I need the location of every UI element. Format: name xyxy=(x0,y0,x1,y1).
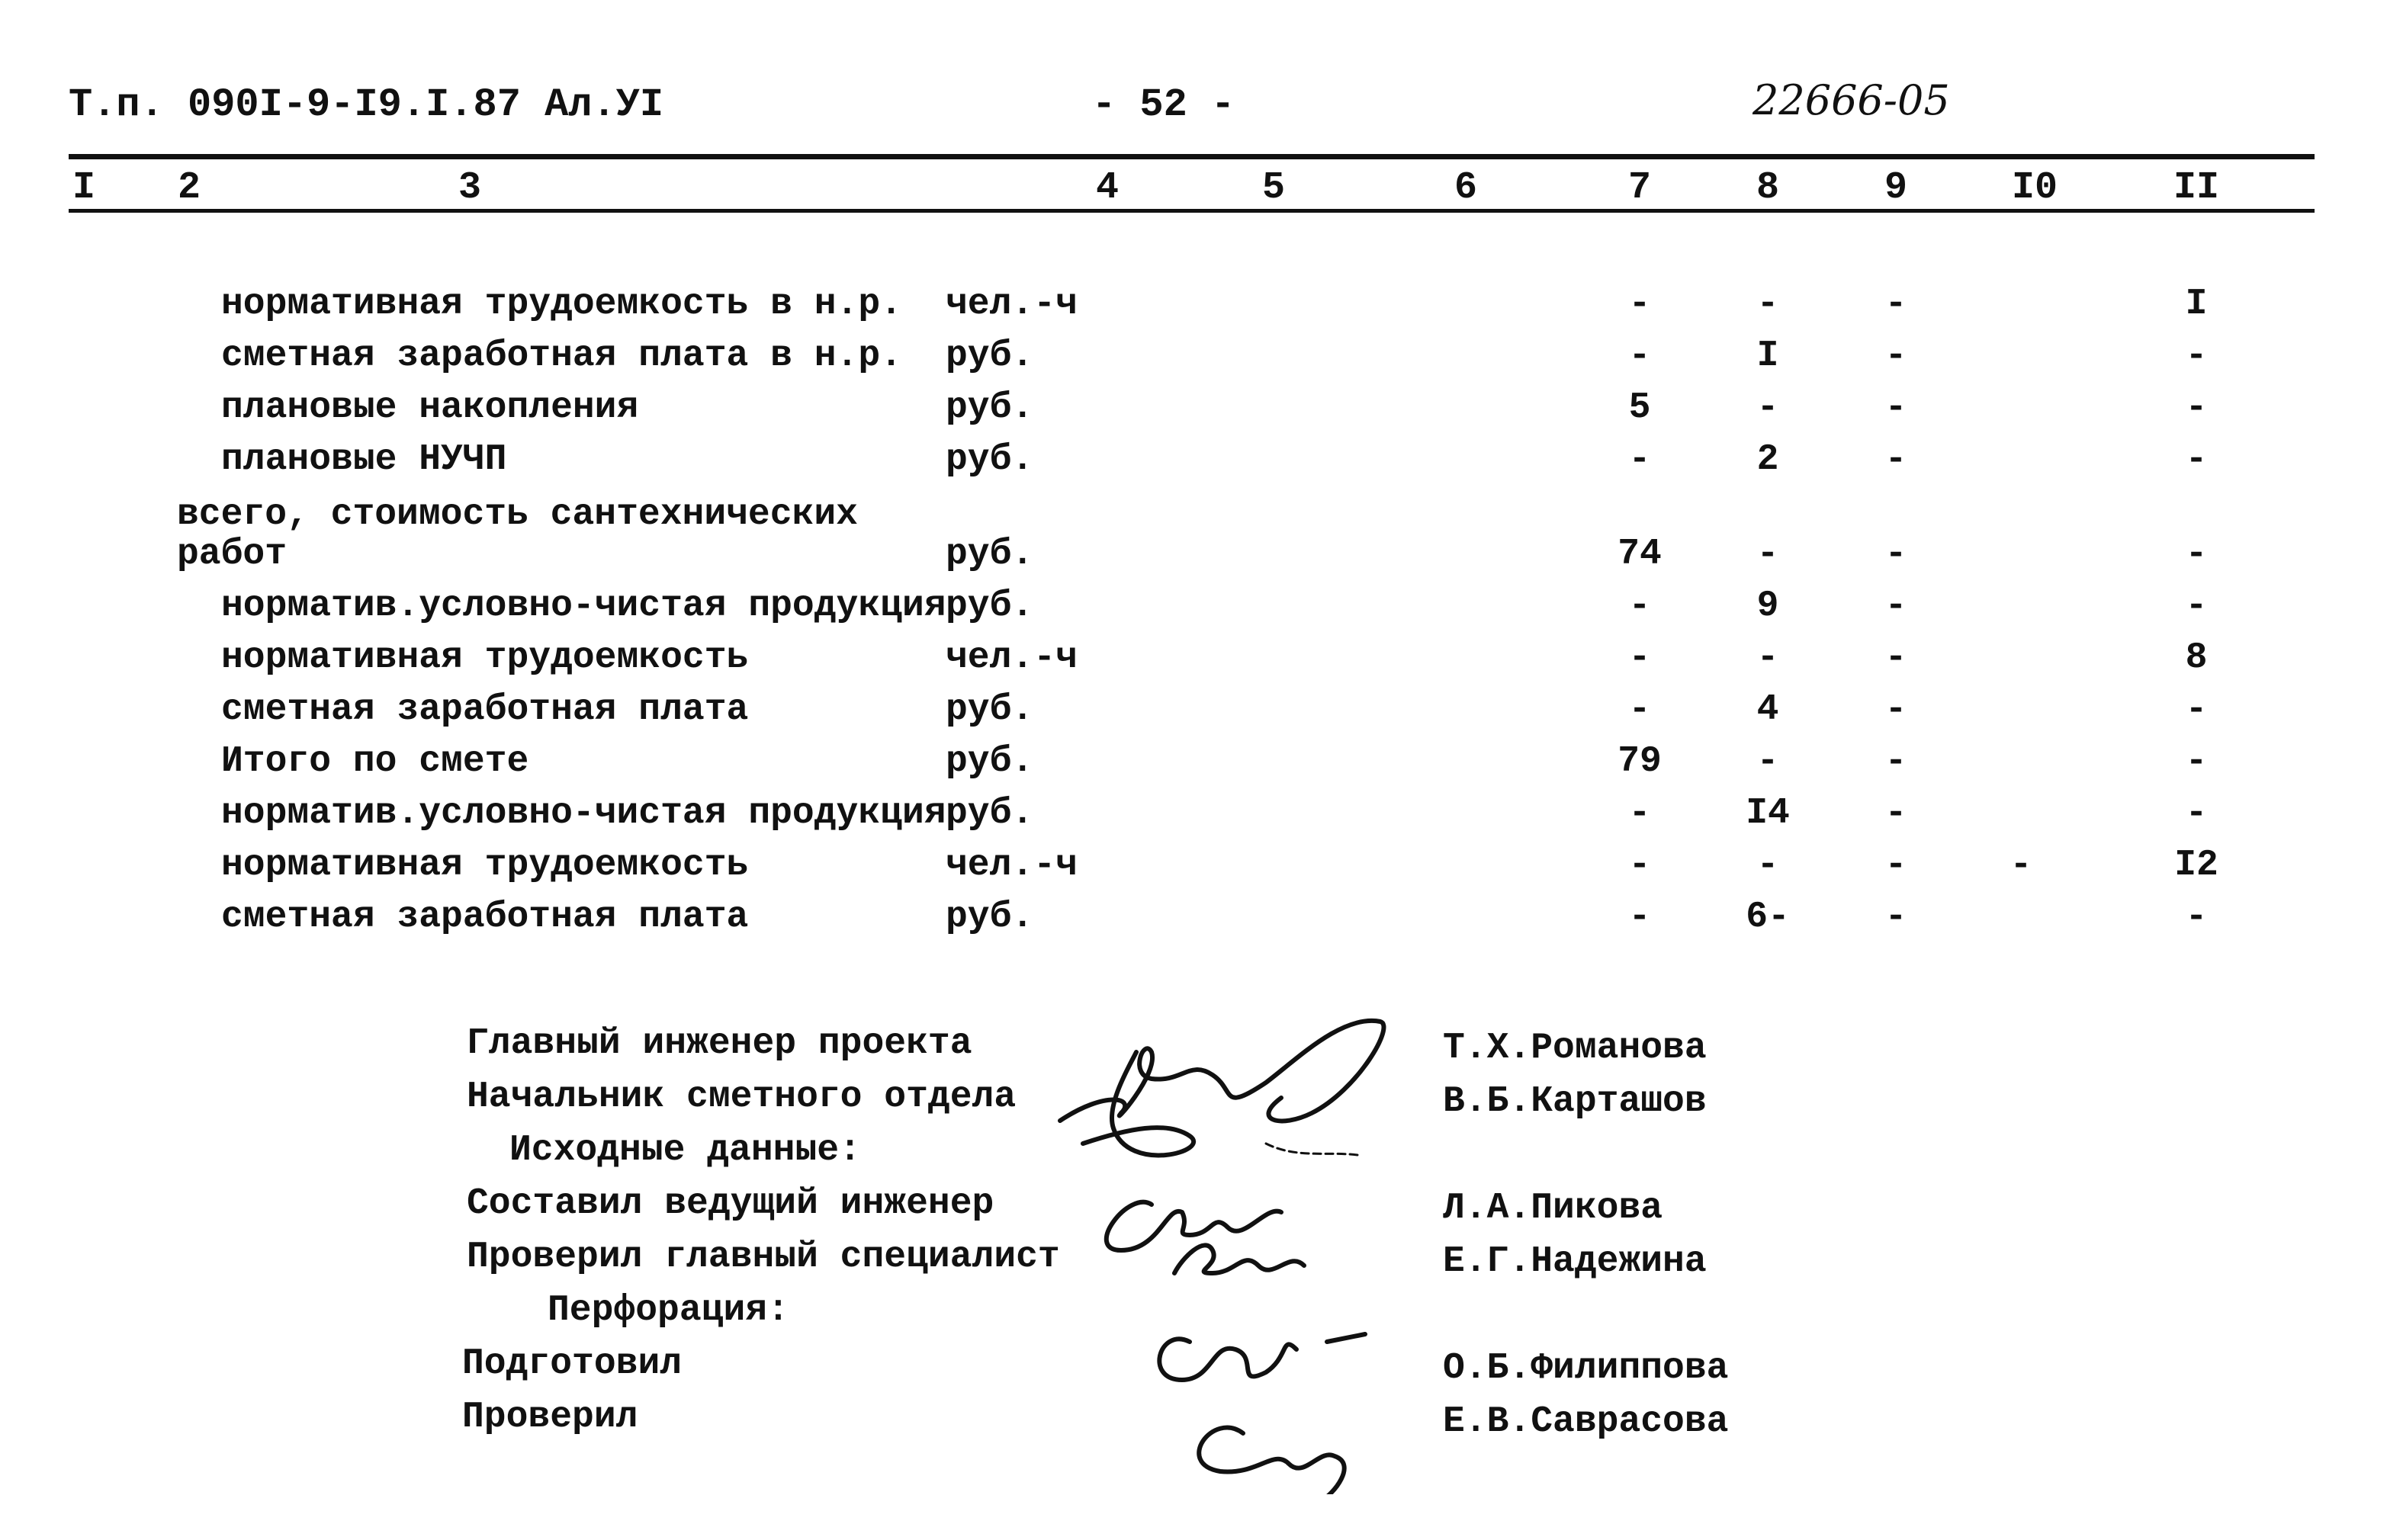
table-row xyxy=(0,637,2387,689)
cell-col9: - xyxy=(1884,387,1907,428)
cell-col8: - xyxy=(1756,637,1779,679)
row-unit: чел.-ч xyxy=(946,637,1078,679)
cell-col9: - xyxy=(1884,845,1907,886)
row-description: сметная заработная плата xyxy=(221,689,749,730)
cell-col9: - xyxy=(1884,284,1907,325)
table-row xyxy=(0,586,2387,637)
cell-col9: - xyxy=(1884,689,1907,730)
signature-romanova xyxy=(1060,1021,1383,1121)
cell-col7: 5 xyxy=(1628,387,1651,428)
row-description: Итого по смете xyxy=(221,741,529,782)
column-number-11: II xyxy=(2173,166,2220,210)
name-kartashov: В.Б.Карташов xyxy=(1443,1081,1707,1122)
cell-col7: - xyxy=(1628,897,1651,938)
cell-col7: - xyxy=(1628,689,1651,730)
row-description: плановые НУЧП xyxy=(221,439,507,480)
cell-col7: 79 xyxy=(1618,741,1662,782)
role-checked-by-specialist: Проверил главный специалист xyxy=(467,1237,1060,1278)
cell-col7: - xyxy=(1628,845,1651,886)
name-pikova: Л.А.Пикова xyxy=(1443,1188,1663,1229)
section-source-data: Исходные данные: xyxy=(509,1130,861,1171)
cell-col8: 4 xyxy=(1756,689,1779,730)
row-description: сметная заработная плата xyxy=(221,897,749,938)
column-number-8: 8 xyxy=(1756,166,1780,210)
column-number-10: I0 xyxy=(2011,166,2058,210)
cell-col10: - xyxy=(2010,845,2032,886)
doc-code: Т.п. 090I-9-I9.I.87 Ал.УI xyxy=(69,82,664,127)
row-description: всего, стоимость сантехнических xyxy=(177,494,858,535)
cell-col11: - xyxy=(2185,897,2208,938)
cell-col9: - xyxy=(1884,741,1907,782)
cell-col7: - xyxy=(1628,439,1651,480)
column-number-6: 6 xyxy=(1454,166,1478,210)
document-number: 22666-05 xyxy=(1753,76,1950,124)
signature-nadezhina xyxy=(1174,1245,1304,1273)
cell-col8: 9 xyxy=(1756,586,1779,627)
table-row xyxy=(0,335,2387,387)
table-row xyxy=(0,689,2387,741)
cell-col8: - xyxy=(1756,534,1779,575)
cell-col11: I2 xyxy=(2174,845,2218,886)
signature-pikova xyxy=(1107,1202,1281,1250)
cell-col8: - xyxy=(1756,284,1779,325)
cell-col7: - xyxy=(1628,284,1651,325)
role-chief-engineer: Главный инженер проекта xyxy=(467,1023,972,1064)
cell-col7: - xyxy=(1628,637,1651,679)
column-number-9: 9 xyxy=(1884,166,1908,210)
name-savrasova: Е.В.Саврасова xyxy=(1443,1401,1729,1442)
role-estimate-dept-head: Начальник сметного отдела xyxy=(467,1076,1017,1118)
cell-col9: - xyxy=(1884,534,1907,575)
column-number-5: 5 xyxy=(1261,166,1286,210)
row-unit: руб. xyxy=(946,534,1034,575)
row-unit: руб. xyxy=(946,439,1034,480)
cell-col8: I4 xyxy=(1746,793,1790,834)
cell-col11: - xyxy=(2185,793,2208,834)
header-top-rule xyxy=(69,154,2315,159)
cell-col8: 2 xyxy=(1756,439,1779,480)
cell-col7: - xyxy=(1628,335,1651,377)
row-unit: руб. xyxy=(946,793,1034,834)
cell-col11: 8 xyxy=(2185,637,2208,679)
cell-col9: - xyxy=(1884,586,1907,627)
name-romanova: Т.Х.Романова xyxy=(1443,1028,1707,1069)
cell-col8: - xyxy=(1756,387,1779,428)
table-row xyxy=(0,387,2387,439)
role-checked-by: Проверил xyxy=(462,1397,638,1438)
table-row xyxy=(0,741,2387,793)
cell-col9: - xyxy=(1884,897,1907,938)
cell-col11: - xyxy=(2185,335,2208,377)
row-unit: руб. xyxy=(946,387,1034,428)
table-row xyxy=(0,494,2387,586)
handwritten-signatures xyxy=(1037,1006,1434,1494)
role-compiled-by: Составил ведущий инженер xyxy=(467,1183,994,1224)
cell-col11: - xyxy=(2185,534,2208,575)
row-description: норматив.условно-чистая продукция xyxy=(221,793,946,834)
row-description: нормативная трудоемкость xyxy=(221,845,749,886)
cell-col11: - xyxy=(2185,387,2208,428)
table-row xyxy=(0,793,2387,845)
column-number-3: 3 xyxy=(458,166,482,210)
table-row xyxy=(0,284,2387,335)
cell-col8: - xyxy=(1756,741,1779,782)
row-unit: руб. xyxy=(946,586,1034,627)
row-unit: руб. xyxy=(946,897,1034,938)
row-description: плановые накопления xyxy=(221,387,639,428)
row-description: нормативная трудоемкость в н.р. xyxy=(221,284,902,325)
row-description-continued: работ xyxy=(177,534,288,575)
cell-col11: - xyxy=(2185,439,2208,480)
signature-filippova xyxy=(1159,1334,1365,1380)
row-unit: руб. xyxy=(946,335,1034,377)
column-number-7: 7 xyxy=(1627,166,1652,210)
table-row xyxy=(0,439,2387,491)
table-row xyxy=(0,897,2387,948)
row-description: норматив.условно-чистая продукция xyxy=(221,586,946,627)
name-nadezhina: Е.Г.Надежина xyxy=(1443,1241,1707,1282)
cell-col8: 6- xyxy=(1746,897,1790,938)
name-filippova: О.Б.Филиппова xyxy=(1443,1348,1729,1389)
cell-col7: 74 xyxy=(1618,534,1662,575)
row-description: сметная заработная плата в н.р. xyxy=(221,335,902,377)
page-number: - 52 - xyxy=(1092,82,1235,127)
cell-col7: - xyxy=(1628,586,1651,627)
cell-col9: - xyxy=(1884,793,1907,834)
cell-col8: - xyxy=(1756,845,1779,886)
row-unit: руб. xyxy=(946,689,1034,730)
cell-col11: I xyxy=(2185,284,2208,325)
cell-col8: I xyxy=(1756,335,1779,377)
row-unit: руб. xyxy=(946,741,1034,782)
column-number-4: 4 xyxy=(1095,166,1120,210)
row-description: нормативная трудоемкость xyxy=(221,637,749,679)
signature-savrasova xyxy=(1199,1428,1344,1494)
row-unit: чел.-ч xyxy=(946,284,1078,325)
table-row xyxy=(0,845,2387,897)
cell-col7: - xyxy=(1628,793,1651,834)
cell-col11: - xyxy=(2185,741,2208,782)
header-bottom-rule xyxy=(69,209,2315,213)
signature-tail xyxy=(1266,1144,1357,1155)
cell-col11: - xyxy=(2185,689,2208,730)
cell-col9: - xyxy=(1884,637,1907,679)
role-prepared-by: Подготовил xyxy=(462,1343,683,1384)
cell-col9: - xyxy=(1884,335,1907,377)
cell-col11: - xyxy=(2185,586,2208,627)
row-unit: чел.-ч xyxy=(946,845,1078,886)
column-number-2: 2 xyxy=(177,166,201,210)
column-number-1: I xyxy=(72,166,96,210)
cell-col9: - xyxy=(1884,439,1907,480)
section-perforation: Перфорация: xyxy=(548,1290,789,1331)
